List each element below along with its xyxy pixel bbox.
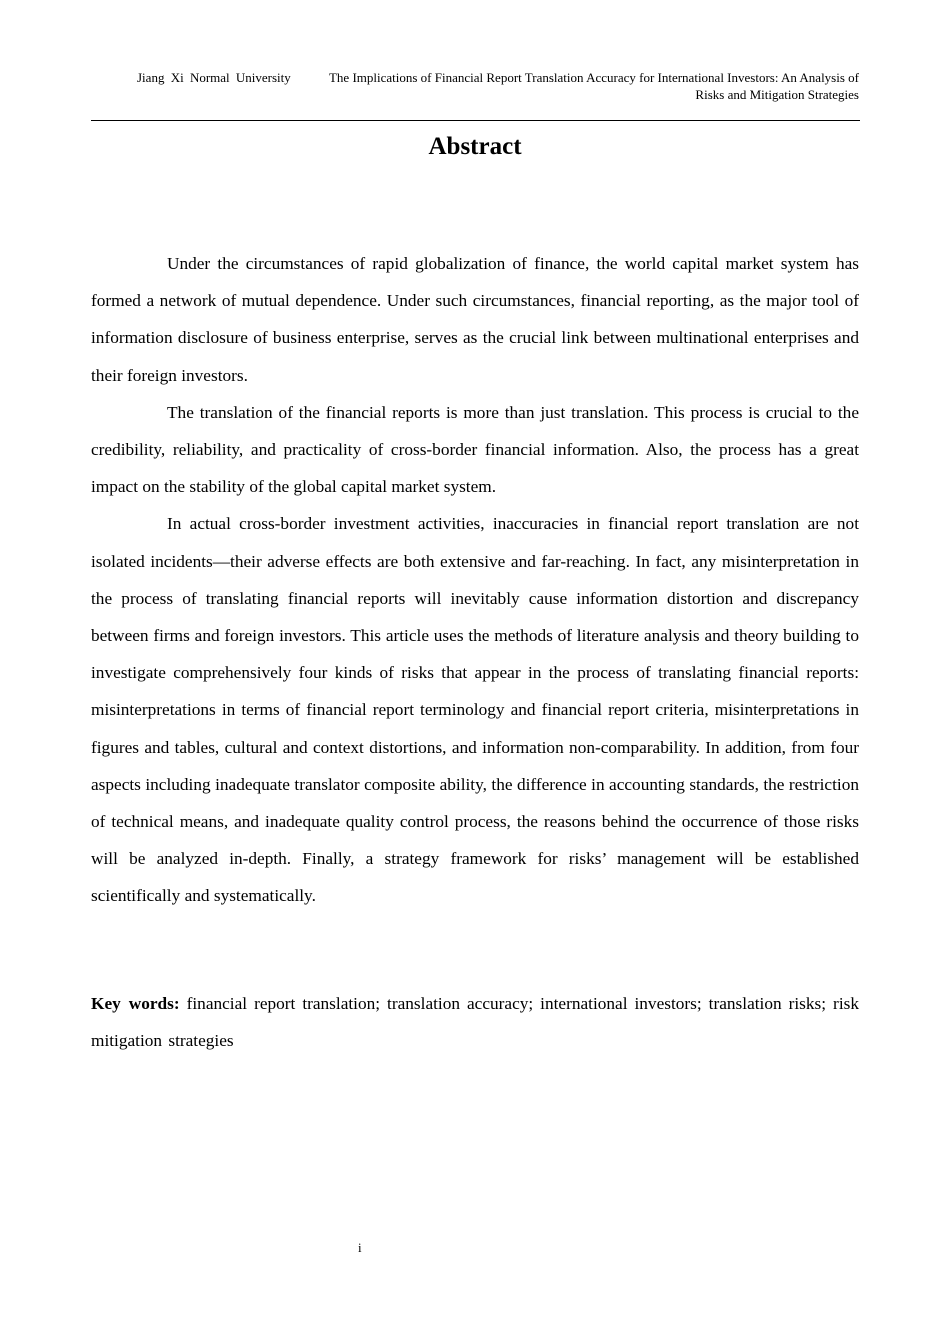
keywords-label: Key words: bbox=[91, 994, 180, 1013]
header-divider bbox=[91, 120, 860, 121]
keywords-text: financial report translation; translation accuracy; international investors; translation risks; risk mitigation strategies bbox=[91, 994, 859, 1051]
abstract-paragraph-2: The translation of the financial reports is more than just translation. This process is crucial to the credibility, reliability, and practicality of cross-border financial information. Also, the process has a great impact on the stability of the global capital market system. bbox=[91, 402, 859, 497]
abstract-paragraph-3: In actual cross-border investment activities, inaccuracies in financial report translation are not isolated incidents—their adverse effects are both extensive and far-reaching. In fact, any misinterpretation in the process of translating financial reports will inevitably cause information distortion and discrepancy between firms and foreign investors. This article uses the methods of literature analysis and theory building to investigate comprehensively four kinds of risks that appear in the process of translating financial reports: misinterpretations in terms of financial report terminology and financial report criteria, misinterpretations in figures and tables, cultural and context distortions, and information non-comparability. In addition, from four aspects including inadequate translator composite ability, the difference in accounting standards, the restriction of technical means, and inadequate quality control process, the reasons behind the occurrence of those risks will be analyzed in-depth. Finally, a strategy framework for risks’ management will be established scientifically and systematically. bbox=[91, 514, 859, 906]
header-thesis-title: The Implications of Financial Report Translation Accuracy for International Investors: An Analysis of Risks and Mitigation Strategies bbox=[328, 70, 859, 102]
page-header bbox=[91, 67, 859, 117]
abstract-paragraph-1: Under the circumstances of rapid globalization of finance, the world capital market system has formed a network of mutual dependence. Under such circumstances, financial reporting, as the major tool of information disclosure of business enterprise, serves as the crucial link between multinational enterprises and their foreign investors. bbox=[91, 254, 859, 385]
abstract-body bbox=[91, 245, 859, 915]
header-university: Jiang Xi Normal University bbox=[137, 70, 291, 85]
keywords bbox=[91, 985, 859, 1059]
abstract-title: Abstract bbox=[428, 133, 522, 160]
page-number: i bbox=[358, 1240, 362, 1255]
